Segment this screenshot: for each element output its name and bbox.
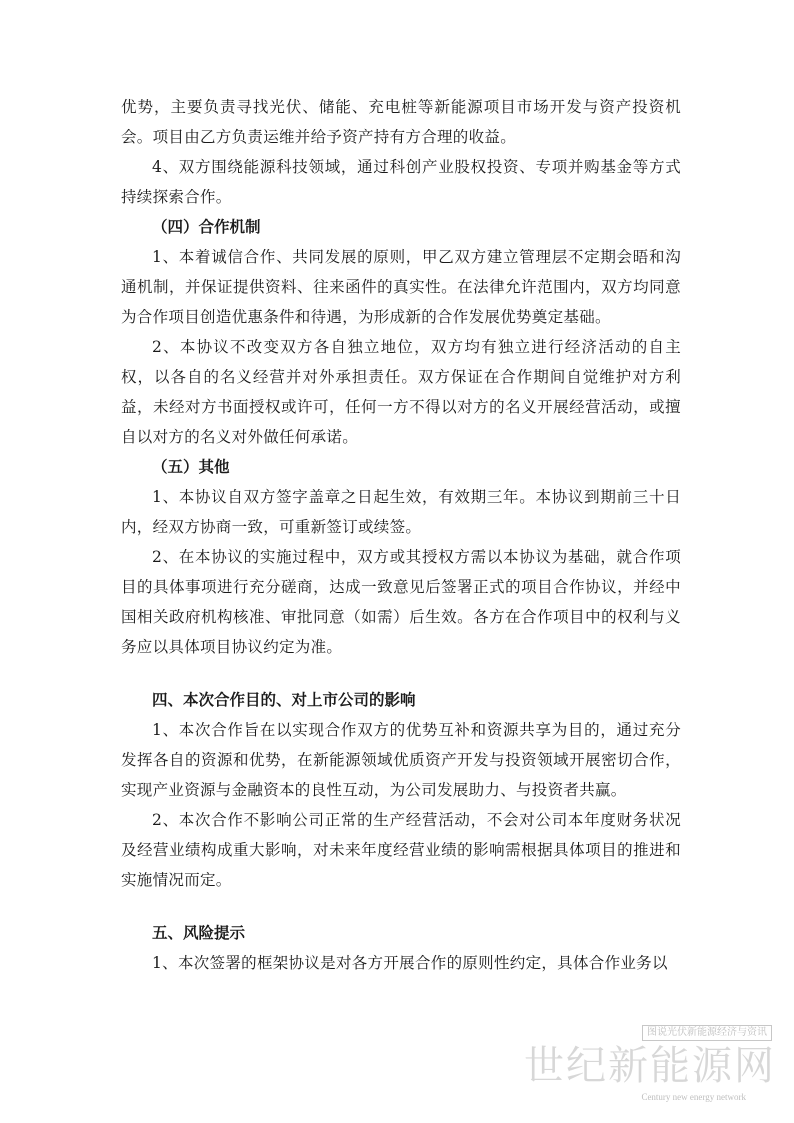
- paragraph-mechanism-2: 2、本协议不改变双方各自独立地位，双方均有独立进行经济活动的自主权，以各自的名义经营并对外承担责任。双方保证在合作期间自觉维护对方利益，未经对方书面授权或许可，任何一方不得以对方的名义开展经营活动，或擅自以对方的名义对外做任何承诺。: [121, 338, 681, 446]
- document-body: [121, 92, 681, 978]
- subsection-heading-cooperation-mechanism: （四）合作机制: [152, 217, 261, 236]
- paragraph-mechanism-1: 1、本着诚信合作、共同发展的原则，甲乙双方建立管理层不定期会晤和沟通机制，并保证提供资料、往来函件的真实性。在法律允许范围内，双方均同意为合作项目创造优惠条件和待遇，为形成新的合作发展优势奠定基础。: [121, 248, 681, 326]
- paragraph-purpose-2: 2、本次合作不影响公司正常的生产经营活动，不会对公司本年度财务状况及经营业绩构成重大影响，对未来年度经营业绩的影响需根据具体项目的推进和实施情况而定。: [121, 811, 681, 889]
- watermark-logo-text: 世纪新能源网: [524, 1043, 776, 1089]
- section-heading-purpose-impact: 四、本次合作目的、对上市公司的影响: [152, 690, 416, 709]
- paragraph-purpose-1: 1、本次合作旨在以实现合作双方的优势互补和资源共享为目的，通过充分发挥各自的资源和优势，在新能源领域优质资产开发与投资领域开展密切合作，实现产业资源与金融资本的良性互动，为公司发展助力、与投资者共赢。: [121, 721, 681, 799]
- watermark-english-name: Century new energy network: [641, 1092, 746, 1102]
- subsection-heading-others: （五）其他: [152, 457, 230, 476]
- paragraph-continued: 优势，主要负责寻找光伏、储能、充电桩等新能源项目市场开发与资产投资机会。项目由乙方负责运维并给予资产持有方合理的收益。: [121, 98, 681, 146]
- paragraph-item-4: 4、双方围绕能源科技领域，通过科创产业股权投资、专项并购基金等方式持续探索合作。: [121, 158, 681, 206]
- watermark-logo: [524, 1025, 780, 1115]
- watermark-slogan: 图说光伏新能源经济与资讯: [642, 1025, 772, 1041]
- paragraph-others-2: 2、在本协议的实施过程中，双方或其授权方需以本协议为基础，就合作项目的具体事项进行充分磋商，达成一致意见后签署正式的项目合作协议，并经中国相关政府机构核准、审批同意（如需）后生效。各方在合作项目中的权利与义务应以具体项目协议约定为准。: [121, 548, 681, 656]
- section-heading-risk-warning: 五、风险提示: [152, 923, 246, 942]
- paragraph-others-1: 1、本协议自双方签字盖章之日起生效，有效期三年。本协议到期前三十日内，经双方协商一致，可重新签订或续签。: [121, 488, 681, 536]
- paragraph-risk-1: 1、本次签署的框架协议是对各方开展合作的原则性约定，具体合作业务以: [152, 954, 668, 972]
